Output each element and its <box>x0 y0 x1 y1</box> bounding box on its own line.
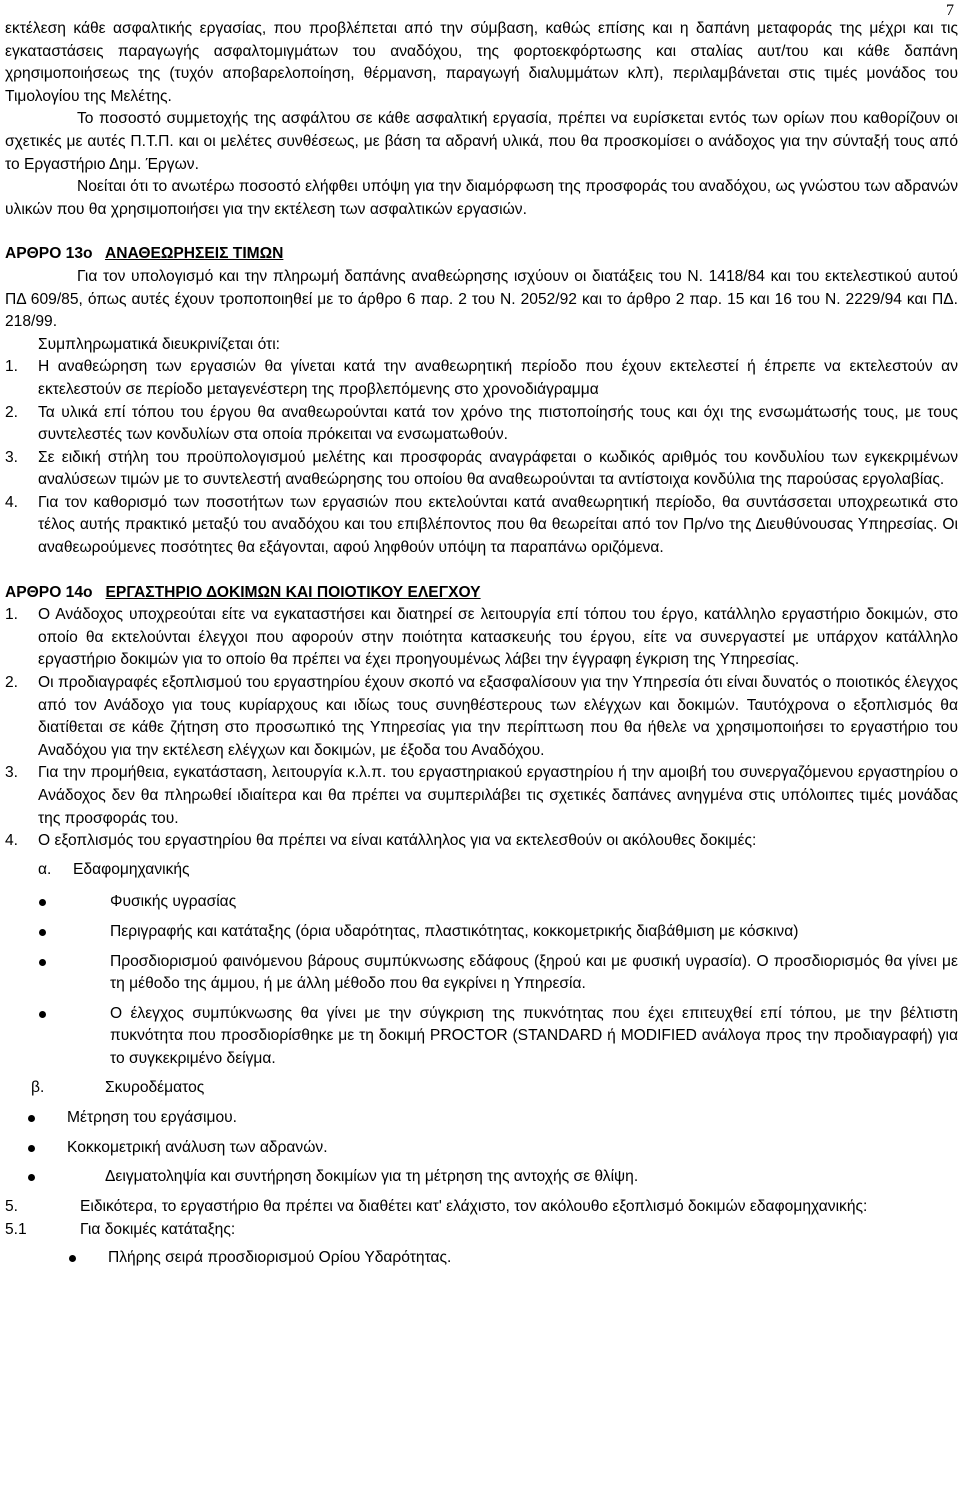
item-text: Για την προμήθεια, εγκατάσταση, λειτουργία κ.λ.π. του εργαστηριακού εργαστηρίου ή την αμοιβή του συνεργαζόμενου εργαστηρίου ο Ανάδοχος δεν θα πληρωθεί ιδιαίτερα και θα πρέπει να συμπεριλάβει τις σχετικές δαπάνες ανηγμένα στις υπόλοιπες τιμές μονάδας της προσφοράς του. <box>38 764 958 827</box>
item-text: Σε ειδική στήλη του προϋπολογισμού μελέτης και προσφοράς αναγράφεται ο κωδικός αριθμός του κονδυλίου των εγκεκριμένων αναλύσεων τιμών με το συντελεστή αναθεώρησης του οποίου θα αναθεωρούνται τα αντίστοιχα κονδύλια της παρούσας εργολαβίας. <box>38 448 958 489</box>
article-13-title: ΑΝΑΘΕΩΡΗΣΕΙΣ ΤΙΜΩΝ <box>104 245 284 263</box>
item-text: Οι προδιαγραφές εξοπλισμού του εργαστηρίου έχουν σκοπό να εξασφαλίσουν για την Υπηρεσία ότι είναι δυνατός ο ποιοτικός έλεγχος από τον Ανάδοχο για τους κυρίαρχους και ιδίως τους συνηθέστερους των ελέγχων και δοκιμών. Ταυτόχρονα ο εξοπλισμός θα διατίθεται σε κάθε ζήτηση στο προσωπικό της Υπηρεσίας για την περίπτωση που θα ήθελε να χρησιμοποιήσει το εργαστήριο του Αναδόχου για την εκτέλεση ελέγχων και δοκιμών, με έξοδα του Αναδόχου. <box>38 674 958 759</box>
article-14-heading <box>5 582 958 605</box>
intro-paragraph-2: Το ποσοστό συμμετοχής της ασφάλτου σε κάθε ασφαλτική εργασία, πρέπει να ευρίσκεται εντός των ορίων που καθορίζουν οι σχετικές με αυτές Π.Τ.Π. και οι μελέτες συνθέσεως, με βάση τα αδρανή υλικά, που θα προσκομίσει ο ανάδοχος για την σύνταξή τους από το Εργαστήριο Δημ. Έργων. <box>5 110 958 173</box>
sub-heading-label: Εδαφομηχανικής <box>73 860 190 878</box>
article-13-item <box>5 492 958 560</box>
item-number: 1. <box>5 606 19 624</box>
item-text: Η αναθεώρηση των εργασιών θα γίνεται κατά την αναθεωρητική περίοδο που έχουν εκτελεστεί ή έπρεπε να εκτελεστούν αν εκτελεστούν σε περίοδο μεταγενέστερη της προβλεπόμενης στο χρονοδιάγραμμα <box>38 358 958 398</box>
article-13-label: ΑΡΘΡΟ 13ο <box>5 245 93 263</box>
article-14-item-5 <box>5 1196 958 1219</box>
list-item: Φυσικής υγρασίας <box>5 891 958 914</box>
sub-heading-letter: α. <box>38 860 52 878</box>
article-14-item <box>5 672 958 762</box>
article-14-item <box>5 604 958 672</box>
intro-paragraph-3: Νοείται ότι το ανωτέρω ποσοστό ελήφθει υπόψη για την διαμόρφωση της προσφοράς του αναδόχου, ως γνώστου των αδρανών υλικών που θα χρησιμοποιήσει για την εκτέλεση των ασφαλτικών εργασιών. <box>5 178 958 218</box>
sub-heading-letter: β. <box>31 1078 45 1096</box>
article-14-label: ΑΡΘΡΟ 14ο <box>5 583 93 601</box>
item-text: Ο εξοπλισμός του εργαστηρίου θα πρέπει να είναι κατάλληλος για να εκτελεσθούν οι ακόλουθες δοκιμές: <box>38 832 757 850</box>
item-number: 5. <box>5 1197 19 1215</box>
list-item: Περιγραφής και κατάταξης (όρια υδαρότητας, πλαστικότητας, κοκκομετρικής διαβάθμιση με κόσκινα) <box>5 921 958 944</box>
article-14-item-5-1 <box>5 1219 958 1242</box>
intro-paragraph-1: εκτέλεση κάθε ασφαλτικής εργασίας, που προβλέπεται από την σύμβαση, καθώς επίσης και η δαπάνη μεταφοράς της μέχρι και τις εγκαταστάσεις παραγωγής ασφαλτομιγμάτων του αναδόχου, της φορτοεκφόρτωσης και σταλίας αυτ/του και κάθε δαπάνη χρησιμοποιήσεως της (τυχόν αποβαρελοποίηση, θέρμανση, παραγωγή διαλυμμάτων κλπ), περιλαμβάνεται στις τιμές μονάδος του Τιμολογίου της Μελέτης. <box>5 20 958 105</box>
item-text: Ειδικότερα, το εργαστήριο θα πρέπει να διαθέτει κατ' ελάχιστο, τον ακόλουθο εξοπλισμό δοκιμών εδαφομηχανικής: <box>80 1197 868 1215</box>
sub-heading-a <box>5 859 958 882</box>
item-number: 3. <box>5 764 19 782</box>
item-text: Για τον καθορισμό των ποσοτήτων των εργασιών που εκτελούνται κατά αναθεωρητική περίοδο, θα συντάσσεται υποχρεωτικά στο τέλος αυτής πρακτικό μεταξύ του αναδόχου και του επιβλέποντος που θα θεωρείται από τον Πρ/νο της Διευθύνουσας Υπηρεσίας. Οι αναθεωρούμενες ποσότητες θα εξάγονται, αφού ληφθούν υπόψη τα παραπάνω οριζόμενα. <box>38 493 958 557</box>
item-number: 2. <box>5 674 19 692</box>
list-item: Μέτρηση του εργάσιμου. <box>5 1107 958 1130</box>
article-13-item <box>5 447 958 492</box>
article-13-item <box>5 356 958 401</box>
item-number: 4. <box>5 832 19 850</box>
item-text: Τα υλικά επί τόπου του έργου θα αναθεωρούνται κατά τον χρόνο της πιστοποίησής τους και όχι της ενσωμάτωσής τους, με τους συντελεστές των κονδυλίων στα οποία πρόκειται να ενσωματωθούν. <box>38 403 958 444</box>
list-item: Πλήρης σειρά προσδιορισμού Ορίου Υδαρότητας. <box>5 1247 958 1270</box>
item-number: 3. <box>5 448 19 466</box>
item-text: Για δοκιμές κατάταξης: <box>80 1220 236 1238</box>
article-13-item <box>5 402 958 447</box>
article-14-title: ΕΡΓΑΣΤΗΡΙΟ ΔΟΚΙΜΩΝ ΚΑΙ ΠΟΙΟΤΙΚΟΥ ΕΛΕΓΧΟΥ <box>105 583 481 601</box>
article-13-supplement: Συμπληρωματικά διευκρινίζεται ότι: <box>38 335 281 353</box>
article-14-item <box>5 762 958 830</box>
list-item: Δειγματοληψία και συντήρηση δοκιμίων για τη μέτρηση της αντοχής σε θλίψη. <box>5 1166 958 1189</box>
document-body <box>5 18 958 1270</box>
item-number: 1. <box>5 358 19 376</box>
article-13-intro: Για τον υπολογισμό και την πληρωμή δαπάνης αναθεώρησης ισχύουν οι διατάξεις του Ν. 1418/84 και του εκτελεστικού αυτού ΠΔ 609/85, όπως αυτές έχουν τροποποιηθεί με το άρθρο 6 παρ. 2 του Ν. 2052/92 και το άρθρο 2 παρ. 15 και 16 του Ν. 2229/94 και ΠΔ. 218/99. <box>5 267 958 331</box>
page-number: 7 <box>946 2 954 19</box>
list-item: Ο έλεγχος συμπύκνωσης θα γίνει με την σύγκριση της πυκνότητας που έχει επιτευχθεί επί τόπου, με την βέλτιστη πυκνότητα που προσδιορίσθηκε με τη δοκιμή PROCTOR (STANDARD ή MODIFIED ανάλογα προς την προδιαγραφή) για το συγκεκριμένο δείγμα. <box>5 1003 958 1071</box>
sub-heading-label: Σκυροδέματος <box>105 1078 205 1096</box>
list-item: Κοκκομετρική ανάλυση των αδρανών. <box>5 1137 958 1160</box>
item-number: 5.1 <box>5 1220 27 1238</box>
list-item: Προσδιορισμού φαινόμενου βάρους συμπύκνωσης εδάφους (ξηρού και με φυσική υγρασία). Ο προσδιορισμός θα γίνει με τη μέθοδο της άμμου, ή με άλλη μέθοδο που θα εγκρίνει η Υπηρεσία. <box>5 951 958 996</box>
sub-heading-b <box>5 1077 958 1100</box>
item-number: 2. <box>5 403 19 421</box>
item-text: Ο Ανάδοχος υποχρεούται είτε να εγκαταστήσει και διατηρεί σε λειτουργία επί τόπου του έργο, κατάλληλο εργαστήριο δοκιμών, στο οποίο θα εκτελούνται έλεγχοι που αφορούν στην ποιότητα κατασκευής του έργου, είτε να συνεργαστεί με υπάρχον κατάλληλο εργαστήριο δοκιμών για το οποίο θα πρέπει να έχει προηγουμένως λάβει την έγγραφη έγκριση της Υπηρεσίας. <box>38 606 958 669</box>
item-number: 4. <box>5 493 19 511</box>
article-13-heading <box>5 243 958 266</box>
article-14-item <box>5 830 958 853</box>
